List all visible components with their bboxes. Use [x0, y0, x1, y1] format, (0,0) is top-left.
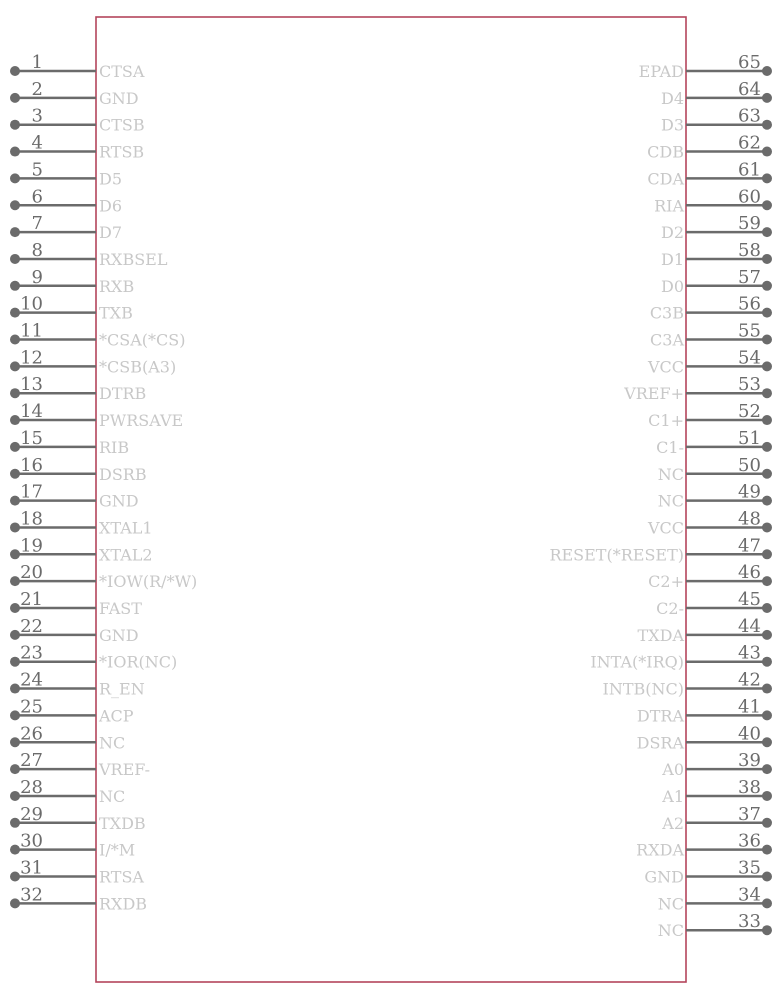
pin-38 [661, 777, 772, 806]
pin-37 [661, 804, 772, 833]
pin-36 [636, 831, 772, 860]
pin-label: D4 [660, 88, 684, 108]
pin-label: DTRB [99, 384, 147, 404]
pin-label: RTSB [99, 142, 145, 162]
pin-label: VCC [647, 357, 684, 377]
pin-endpoint [762, 764, 772, 774]
pin-label: CTSA [99, 62, 145, 81]
pin-30 [10, 831, 135, 860]
pin-endpoint [10, 630, 20, 640]
pin-endpoint [10, 764, 20, 774]
pin-endpoint [10, 818, 20, 828]
pin-number: 31 [20, 857, 43, 879]
pin-endpoint [762, 791, 772, 801]
pin-62 [647, 133, 772, 162]
pin-label: C2- [656, 599, 684, 618]
pin-number: 1 [31, 52, 43, 73]
pin-endpoint [10, 710, 20, 720]
pin-endpoint [10, 361, 20, 371]
pin-label: TXB [99, 303, 133, 323]
pin-label: DSRB [99, 464, 147, 484]
pin-number: 53 [738, 374, 761, 396]
pin-label: I/*M [99, 840, 136, 860]
pin-number: 8 [31, 239, 43, 261]
pin-number: 60 [738, 186, 761, 208]
pin-4 [10, 133, 144, 162]
pin-endpoint [10, 173, 20, 183]
pin-53 [623, 374, 772, 403]
pin-endpoint [10, 791, 20, 801]
pin-label: *CSA(*CS) [99, 330, 186, 350]
pin-endpoint [10, 442, 20, 452]
pin-label: R_EN [99, 679, 145, 699]
pin-number: 65 [738, 52, 761, 73]
pin-56 [650, 294, 772, 323]
pin-24 [10, 670, 145, 699]
pin-label: C3B [649, 303, 684, 323]
pin-number: 23 [20, 642, 43, 664]
pin-15 [10, 428, 129, 457]
pin-label: CDB [647, 142, 684, 162]
pin-18 [10, 508, 153, 537]
pin-number: 63 [738, 105, 761, 127]
pin-endpoint [762, 281, 772, 291]
pin-22 [10, 616, 139, 645]
pin-number: 3 [31, 105, 43, 127]
pin-number: 42 [738, 669, 761, 691]
pin-55 [650, 321, 772, 350]
pin-64 [661, 79, 772, 108]
pin-number: 56 [738, 293, 761, 315]
pin-label: RESET(*RESET) [549, 545, 684, 565]
pin-59 [661, 213, 772, 242]
pin-label: TXDB [99, 813, 146, 833]
pin-number: 15 [20, 427, 43, 449]
pin-label: GND [644, 867, 684, 887]
pin-51 [656, 428, 772, 457]
pin-number: 37 [738, 803, 761, 825]
pin-label: GND [99, 625, 139, 645]
pin-label: NC [657, 464, 684, 484]
pin-number: 36 [738, 830, 761, 852]
pin-23 [10, 643, 177, 672]
pin-number: 47 [738, 535, 761, 557]
pin-number: 10 [20, 293, 43, 315]
pin-number: 33 [738, 911, 761, 933]
pin-number: 64 [738, 78, 761, 100]
pin-41 [637, 696, 772, 725]
pin-endpoint [10, 603, 20, 613]
pin-label: INTA(*IRQ) [590, 652, 684, 672]
pin-26 [10, 723, 125, 752]
pin-27 [10, 750, 150, 779]
pin-endpoint [762, 93, 772, 103]
pin-endpoint [762, 818, 772, 828]
pin-number: 57 [738, 266, 761, 288]
pin-endpoint [762, 388, 772, 398]
pin-endpoint [10, 415, 20, 425]
pin-6 [10, 186, 122, 215]
pin-endpoint [762, 415, 772, 425]
pin-endpoint [762, 496, 772, 506]
pin-label: C1+ [648, 411, 684, 431]
pin-endpoint [10, 496, 20, 506]
pin-number: 38 [738, 776, 761, 798]
pin-number: 48 [738, 508, 761, 530]
pin-label: D0 [660, 276, 684, 296]
pin-endpoint [10, 281, 20, 291]
pin-endpoint [10, 737, 20, 747]
pin-60 [654, 186, 772, 215]
pin-12 [10, 347, 176, 376]
pin-number: 4 [31, 132, 43, 154]
pin-label: INTB(NC) [602, 679, 684, 699]
pin-58 [661, 240, 772, 269]
pin-number: 20 [20, 562, 43, 584]
pin-number: 26 [20, 723, 43, 745]
pin-label: ACP [99, 706, 134, 726]
pin-number: 55 [738, 320, 761, 342]
pin-label: D3 [660, 115, 684, 135]
pin-endpoint [10, 872, 20, 882]
pin-label: D7 [99, 223, 123, 243]
pin-label: XTAL1 [99, 518, 153, 538]
pin-label: NC [99, 786, 126, 806]
pin-number: 34 [738, 884, 761, 906]
pin-52 [648, 401, 772, 430]
pin-63 [661, 106, 772, 135]
pin-endpoint [762, 442, 772, 452]
pin-number: 52 [738, 401, 761, 423]
pin-label: FAST [99, 599, 142, 618]
pin-number: 41 [738, 696, 761, 718]
pin-9 [10, 267, 134, 296]
pin-29 [10, 804, 146, 833]
pin-20 [10, 562, 197, 591]
pin-label: GND [99, 88, 139, 108]
pin-49 [658, 482, 772, 511]
pin-number: 43 [738, 642, 761, 664]
pin-endpoint [10, 388, 20, 398]
pin-endpoint [762, 522, 772, 532]
pin-endpoint [762, 872, 772, 882]
pin-19 [10, 535, 153, 564]
pin-number: 46 [738, 562, 761, 584]
pin-label: A1 [662, 786, 684, 806]
pin-label: PWRSAVE [99, 411, 184, 431]
pin-endpoint [10, 147, 20, 157]
pin-endpoint [762, 66, 772, 76]
pin-endpoint [10, 254, 20, 264]
pin-label: EPAD [638, 62, 684, 81]
pin-endpoint [762, 630, 772, 640]
pin-number: 58 [738, 239, 761, 261]
pin-47 [549, 535, 772, 564]
pin-endpoint [762, 308, 772, 318]
pin-number: 59 [738, 213, 761, 235]
pin-number: 30 [20, 830, 43, 852]
pin-label: VCC [647, 518, 684, 538]
pin-17 [10, 482, 139, 511]
pin-endpoint [762, 684, 772, 694]
ic-body-outline [96, 17, 686, 982]
pin-number: 7 [31, 213, 43, 235]
pin-number: 18 [20, 508, 43, 530]
pin-number: 62 [738, 132, 761, 154]
pin-1 [10, 52, 145, 81]
pin-endpoint [762, 898, 772, 908]
right-pin-group [549, 52, 772, 940]
pin-label: D5 [99, 169, 123, 189]
pin-number: 2 [31, 78, 43, 100]
pin-label: *CSB(A3) [99, 357, 177, 377]
pin-number: 28 [20, 776, 43, 798]
pin-label: RXDB [99, 894, 148, 914]
pin-label: NC [657, 894, 684, 914]
pin-number: 25 [20, 696, 43, 718]
pin-label: D1 [660, 249, 684, 269]
pin-number: 9 [31, 266, 43, 288]
pin-5 [10, 159, 122, 188]
pin-endpoint [762, 925, 772, 935]
pin-number: 54 [738, 347, 761, 369]
pin-label: C2+ [648, 572, 684, 592]
pin-label: RXB [99, 276, 135, 296]
pin-label: XTAL2 [99, 545, 153, 565]
pin-endpoint [10, 684, 20, 694]
pin-label: C1- [656, 437, 684, 457]
pin-endpoint [10, 522, 20, 532]
pin-label: C3A [650, 330, 684, 350]
pin-57 [661, 267, 772, 296]
pin-number: 61 [738, 159, 761, 181]
pin-endpoint [10, 66, 20, 76]
pin-number: 32 [20, 884, 43, 906]
pin-number: 6 [31, 186, 43, 208]
pin-number: 45 [738, 589, 761, 610]
pin-13 [10, 374, 146, 403]
pin-endpoint [762, 603, 772, 613]
pin-32 [10, 884, 147, 913]
pin-48 [647, 508, 772, 537]
pin-number: 14 [20, 401, 43, 423]
pin-number: 17 [20, 481, 43, 503]
pin-21 [10, 589, 142, 618]
pin-endpoint [10, 657, 20, 667]
pin-45 [656, 589, 772, 618]
pin-label: NC [657, 491, 684, 511]
pin-endpoint [762, 737, 772, 747]
left-pin-group [10, 52, 197, 913]
pin-label: NC [99, 733, 126, 753]
pin-endpoint [10, 898, 20, 908]
pin-8 [10, 240, 168, 269]
pin-43 [590, 643, 772, 672]
pin-endpoint [762, 710, 772, 720]
pin-endpoint [10, 576, 20, 586]
pin-endpoint [762, 335, 772, 345]
pin-label: A0 [662, 760, 684, 780]
pin-endpoint [10, 93, 20, 103]
pin-number: 49 [738, 481, 761, 503]
pin-endpoint [762, 120, 772, 130]
pin-number: 29 [20, 803, 43, 825]
pin-label: DTRA [636, 706, 684, 726]
pin-endpoint [10, 469, 20, 479]
pin-7 [10, 213, 122, 242]
pin-label: RXDA [636, 840, 684, 860]
pin-endpoint [10, 308, 20, 318]
pin-40 [637, 723, 772, 752]
pin-number: 16 [20, 454, 43, 476]
pin-11 [10, 321, 185, 350]
pin-33 [658, 911, 772, 940]
pin-label: *IOW(R/*W) [99, 572, 198, 592]
pin-endpoint [10, 335, 20, 345]
pin-endpoint [10, 227, 20, 237]
pin-label: A2 [662, 813, 684, 833]
pin-label: DSRA [636, 733, 684, 753]
pin-label: D6 [99, 196, 123, 216]
pin-label: RTSA [99, 867, 144, 887]
pin-endpoint [762, 469, 772, 479]
pin-endpoint [10, 845, 20, 855]
pin-42 [603, 670, 772, 699]
pin-label: VREF+ [624, 384, 684, 404]
pin-46 [648, 562, 772, 591]
pin-endpoint [762, 147, 772, 157]
pin-number: 12 [20, 347, 43, 369]
pin-number: 35 [738, 857, 761, 879]
pin-65 [639, 52, 772, 81]
pin-label: TXDA [637, 625, 684, 645]
pin-label: D2 [660, 223, 684, 243]
pin-number: 51 [738, 427, 761, 449]
pin-label: CTSB [99, 115, 145, 135]
pin-label: VREF- [99, 760, 151, 780]
pin-25 [10, 696, 134, 725]
pin-number: 50 [738, 454, 761, 476]
pin-16 [10, 455, 147, 484]
pin-label: *IOR(NC) [99, 652, 178, 672]
pin-label: RIB [99, 437, 130, 457]
pin-endpoint [10, 120, 20, 130]
pin-label: NC [657, 921, 684, 941]
pin-endpoint [762, 254, 772, 264]
pin-54 [647, 347, 772, 376]
pin-44 [638, 616, 772, 645]
pin-endpoint [10, 200, 20, 210]
pin-endpoint [10, 549, 20, 559]
pin-endpoint [762, 657, 772, 667]
pin-3 [10, 106, 145, 135]
pin-number: 13 [20, 374, 43, 396]
pin-2 [10, 79, 139, 108]
pin-10 [10, 294, 133, 323]
pin-label: RXBSEL [99, 249, 168, 269]
pin-number: 40 [738, 723, 761, 745]
pin-number: 21 [20, 589, 43, 610]
pin-number: 39 [738, 750, 761, 772]
pin-endpoint [762, 200, 772, 210]
pin-number: 19 [20, 535, 43, 557]
pin-number: 44 [738, 615, 761, 637]
pin-28 [10, 777, 125, 806]
pin-endpoint [762, 576, 772, 586]
pin-61 [647, 159, 772, 188]
pin-50 [658, 455, 772, 484]
pin-number: 5 [31, 159, 43, 181]
pin-number: 11 [20, 320, 43, 342]
pin-label: GND [99, 491, 139, 511]
pin-number: 22 [20, 615, 43, 637]
pin-number: 27 [20, 750, 43, 772]
pin-35 [644, 858, 772, 887]
pin-endpoint [762, 227, 772, 237]
pin-label: RIA [654, 196, 684, 216]
pin-endpoint [762, 361, 772, 371]
pin-endpoint [762, 549, 772, 559]
pin-endpoint [762, 173, 772, 183]
pin-number: 24 [20, 669, 43, 691]
pin-39 [661, 750, 772, 779]
pin-endpoint [762, 845, 772, 855]
pin-34 [658, 884, 772, 913]
pin-31 [10, 858, 144, 887]
pin-label: CDA [647, 169, 684, 189]
